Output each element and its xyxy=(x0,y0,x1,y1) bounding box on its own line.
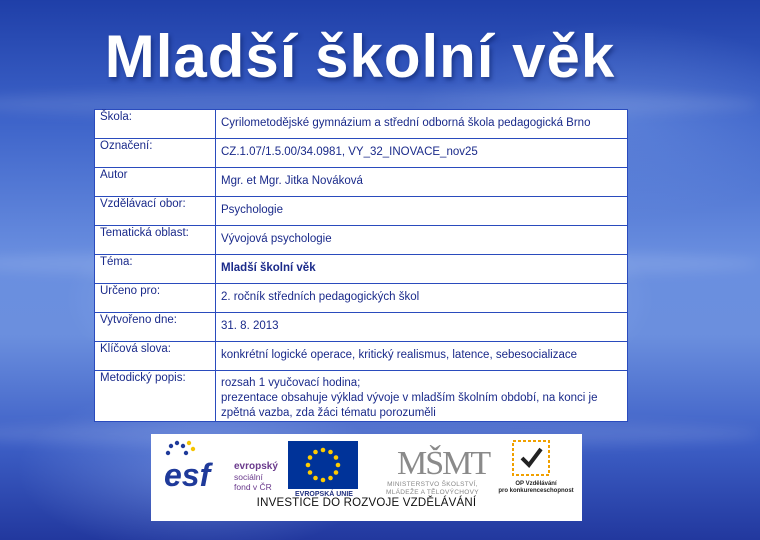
row-value xyxy=(216,168,628,197)
esf-caption-line: evropský xyxy=(234,461,278,472)
info-table xyxy=(94,109,628,422)
msmt-mark: MŠMT xyxy=(397,445,490,482)
row-value-line: Vývojová psychologie xyxy=(221,233,332,245)
table-row xyxy=(95,197,628,226)
eu-star-icon xyxy=(313,476,318,481)
op-label-line: pro konkurenceschopnost xyxy=(498,488,574,494)
eu-star-icon xyxy=(308,470,313,475)
msmt-label-line: MINISTERSTVO ŠKOLSTVÍ, xyxy=(387,481,478,488)
row-label: Určeno pro: xyxy=(95,284,216,313)
row-value-line: prezentace obsahuje výklad vývoje v mladším školním období, na konci je xyxy=(221,392,598,404)
msmt-logo xyxy=(391,436,490,482)
esf-caption-line: sociální xyxy=(234,472,263,482)
table-row xyxy=(95,284,628,313)
eu-star-icon xyxy=(306,463,311,468)
eu-star-icon xyxy=(313,450,318,455)
msmt-label xyxy=(365,481,500,497)
table-row xyxy=(95,168,628,197)
row-value-line: rozsah 1 vyučovací hodina; xyxy=(221,377,361,389)
row-value xyxy=(216,313,628,342)
table-row xyxy=(95,342,628,371)
row-label: Vzdělávací obor: xyxy=(95,197,216,226)
esf-logo xyxy=(163,440,233,493)
row-label: Označení: xyxy=(95,139,216,168)
row-value xyxy=(216,110,628,139)
esf-mark: esf xyxy=(164,457,211,493)
op-label xyxy=(496,481,576,495)
row-value xyxy=(216,284,628,313)
logo-banner xyxy=(151,434,582,521)
row-value xyxy=(216,197,628,226)
row-label: Autor xyxy=(95,168,216,197)
row-value-line: 2. ročník středních pedagogických škol xyxy=(221,291,420,303)
row-value xyxy=(216,255,628,284)
row-label: Metodický popis: xyxy=(95,371,216,422)
table-row xyxy=(95,139,628,168)
eu-star-icon xyxy=(328,450,333,455)
row-label: Vytvořeno dne: xyxy=(95,313,216,342)
row-value-line: zpětná vazba, zda žáci tématu porozuměli xyxy=(221,407,436,419)
row-value xyxy=(216,371,628,422)
row-value-line: Psychologie xyxy=(221,204,284,216)
row-label: Téma: xyxy=(95,255,216,284)
row-value xyxy=(216,139,628,168)
table-row xyxy=(95,110,628,139)
op-vzdelavani-logo xyxy=(508,436,554,480)
row-value-line: Mgr. et Mgr. Jitka Nováková xyxy=(221,175,363,187)
eu-flag xyxy=(288,441,358,489)
table-row xyxy=(95,371,628,422)
row-value-line: Mladší školní věk xyxy=(221,262,316,274)
op-label-line: OP Vzdělávání xyxy=(515,481,557,487)
eu-stars-icon xyxy=(288,441,358,489)
eu-star-icon xyxy=(308,455,313,460)
eu-star-icon xyxy=(321,478,326,483)
row-label: Tematická oblast: xyxy=(95,226,216,255)
investment-banner-text: INVESTICE DO ROZVOJE VZDĚLÁVÁNÍ xyxy=(256,497,477,509)
eu-star-icon xyxy=(336,463,341,468)
row-value-line: Cyrilometodějské gymnázium a střední odborná škola pedagogická Brno xyxy=(221,117,591,129)
table-row xyxy=(95,226,628,255)
table-row xyxy=(95,255,628,284)
msmt-label-line: MLÁDEŽE A TĚLOVÝCHOVY xyxy=(386,489,479,496)
eu-star-icon xyxy=(328,476,333,481)
row-label: Klíčová slova: xyxy=(95,342,216,371)
eu-star-icon xyxy=(334,455,339,460)
eu-star-icon xyxy=(334,470,339,475)
esf-caption-line: fond v ČR xyxy=(234,482,272,492)
eu-label: EVROPSKÁ UNIE xyxy=(295,491,353,498)
esf-caption xyxy=(234,462,278,492)
slide-title: Mladší školní věk xyxy=(104,23,616,90)
row-value xyxy=(216,226,628,255)
table-row xyxy=(95,313,628,342)
row-label: Škola: xyxy=(95,110,216,139)
row-value-line: CZ.1.07/1.5.00/34.0981, VY_32_INOVACE_nov25 xyxy=(221,146,478,158)
row-value xyxy=(216,342,628,371)
row-value-line: konkrétní logické operace, kritický realismus, latence, sebesocializace xyxy=(221,349,578,361)
row-value-line: 31. 8. 2013 xyxy=(221,320,279,332)
eu-star-icon xyxy=(321,448,326,453)
